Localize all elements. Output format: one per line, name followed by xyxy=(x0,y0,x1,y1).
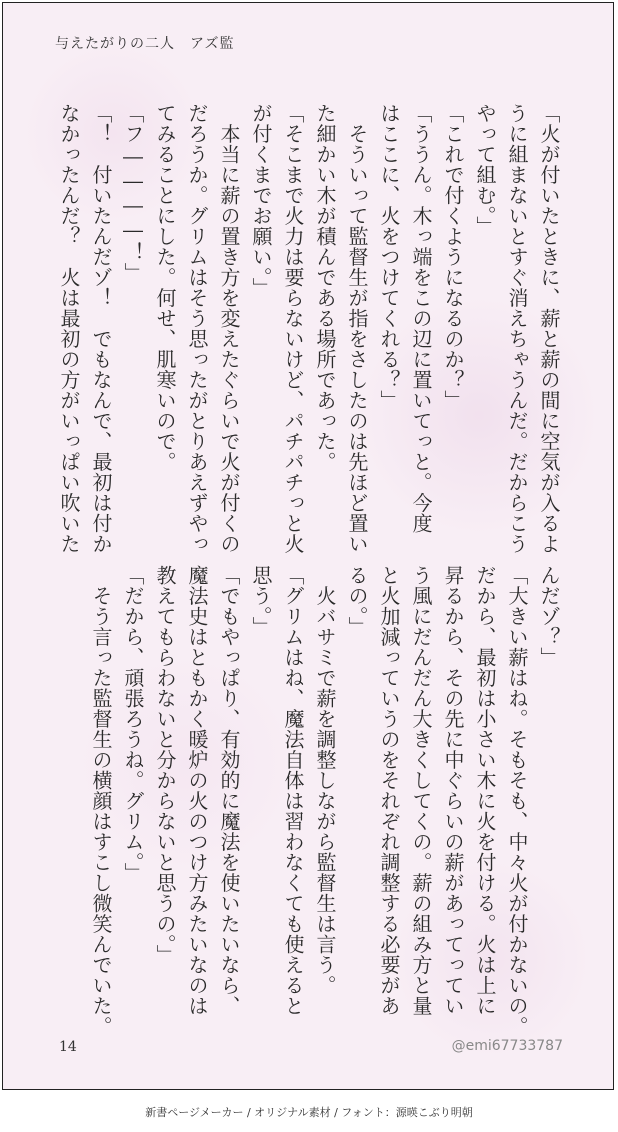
text-line: 「！ 付いたんだゾ！ でもなんで、最初は付か xyxy=(89,103,113,554)
text-line: るの。」 xyxy=(345,565,369,637)
text-line: 「だから、頑張ろうね。グリム。」 xyxy=(121,565,145,883)
text-line: 思う。」 xyxy=(249,565,273,637)
text-line: 「そこまで火力は要らないけど、パチパチっと火 xyxy=(281,103,305,554)
text-line: そう言った監督生の横顔はすこし微笑んでいた。 xyxy=(89,565,113,1037)
text-line: 「グリムはね、魔法自体は習わなくても使えると xyxy=(281,565,305,1016)
text-line: だから、最初は小さい木に火を付ける。火は上に xyxy=(473,565,497,1016)
text-line: てみることにした。何せ、肌寒いので。 xyxy=(153,103,177,472)
running-header-title: 与えたがりの二人 アズ監 xyxy=(55,36,235,52)
text-line: 「でもやっぱり、有効的に魔法を使いたいなら、 xyxy=(217,565,241,1016)
text-line: 教えてもらわないと分からないと思うの。」 xyxy=(153,565,177,965)
text-line: そういって監督生が指をさしたのは先ほど置い xyxy=(345,103,369,554)
text-line: 「これで付くようになるのか？」 xyxy=(441,103,465,411)
text-line: 本当に薪の置き方を変えたぐらいで火が付くの xyxy=(217,103,241,554)
text-line: 「フ――――！」 xyxy=(121,103,145,283)
text-line: はここに、火をつけてくれる？」 xyxy=(377,103,401,411)
author-handle: @emi67733787 xyxy=(451,1038,563,1054)
text-line: なかったんだ？ 火は最初の方がいっぱい吹いた xyxy=(57,103,81,554)
text-line: 火バサミで薪を調整しながら監督生は言う。 xyxy=(313,565,337,996)
text-line: だろうか。グリムはそう思ったがとりあえずやっ xyxy=(185,103,209,554)
book-page xyxy=(2,2,614,1090)
text-line: た細かい木が積んである場所であった。 xyxy=(313,103,337,472)
text-line: う風にだんだん大きくしてくの。薪の組み方と量 xyxy=(409,565,433,1016)
footer-credit: 新書ページメーカー / オリジナル素材 / フォント：源暎こぶり明朝 xyxy=(145,1106,473,1119)
text-line: んだゾ？」 xyxy=(537,565,561,668)
text-block-lower xyxy=(85,565,565,1037)
text-line: やって組む。」 xyxy=(473,103,497,237)
text-line: と火加減っていうのをそれぞれ調整する必要があ xyxy=(377,565,401,1016)
text-line: 魔法史はともかく暖炉の火のつけ方みたいなのは xyxy=(185,565,209,1016)
page-number: 14 xyxy=(59,1039,77,1055)
text-block-upper xyxy=(53,103,565,554)
text-line: 昇るから、その先に中ぐらいの薪があってってい xyxy=(441,565,465,1016)
text-line: うに組まないとすぐ消えちゃうんだ。だからこう xyxy=(505,103,529,554)
text-line: 「火が付いたときに、薪と薪の間に空気が入るよ xyxy=(537,103,561,554)
text-line: 「大きい薪はね。そもそも、中々火が付かないの。 xyxy=(505,565,529,1037)
text-line: 「ううん。木っ端をこの辺に置いてっと。今度 xyxy=(409,103,433,534)
text-line: が付くまでお願い。」 xyxy=(249,103,273,298)
